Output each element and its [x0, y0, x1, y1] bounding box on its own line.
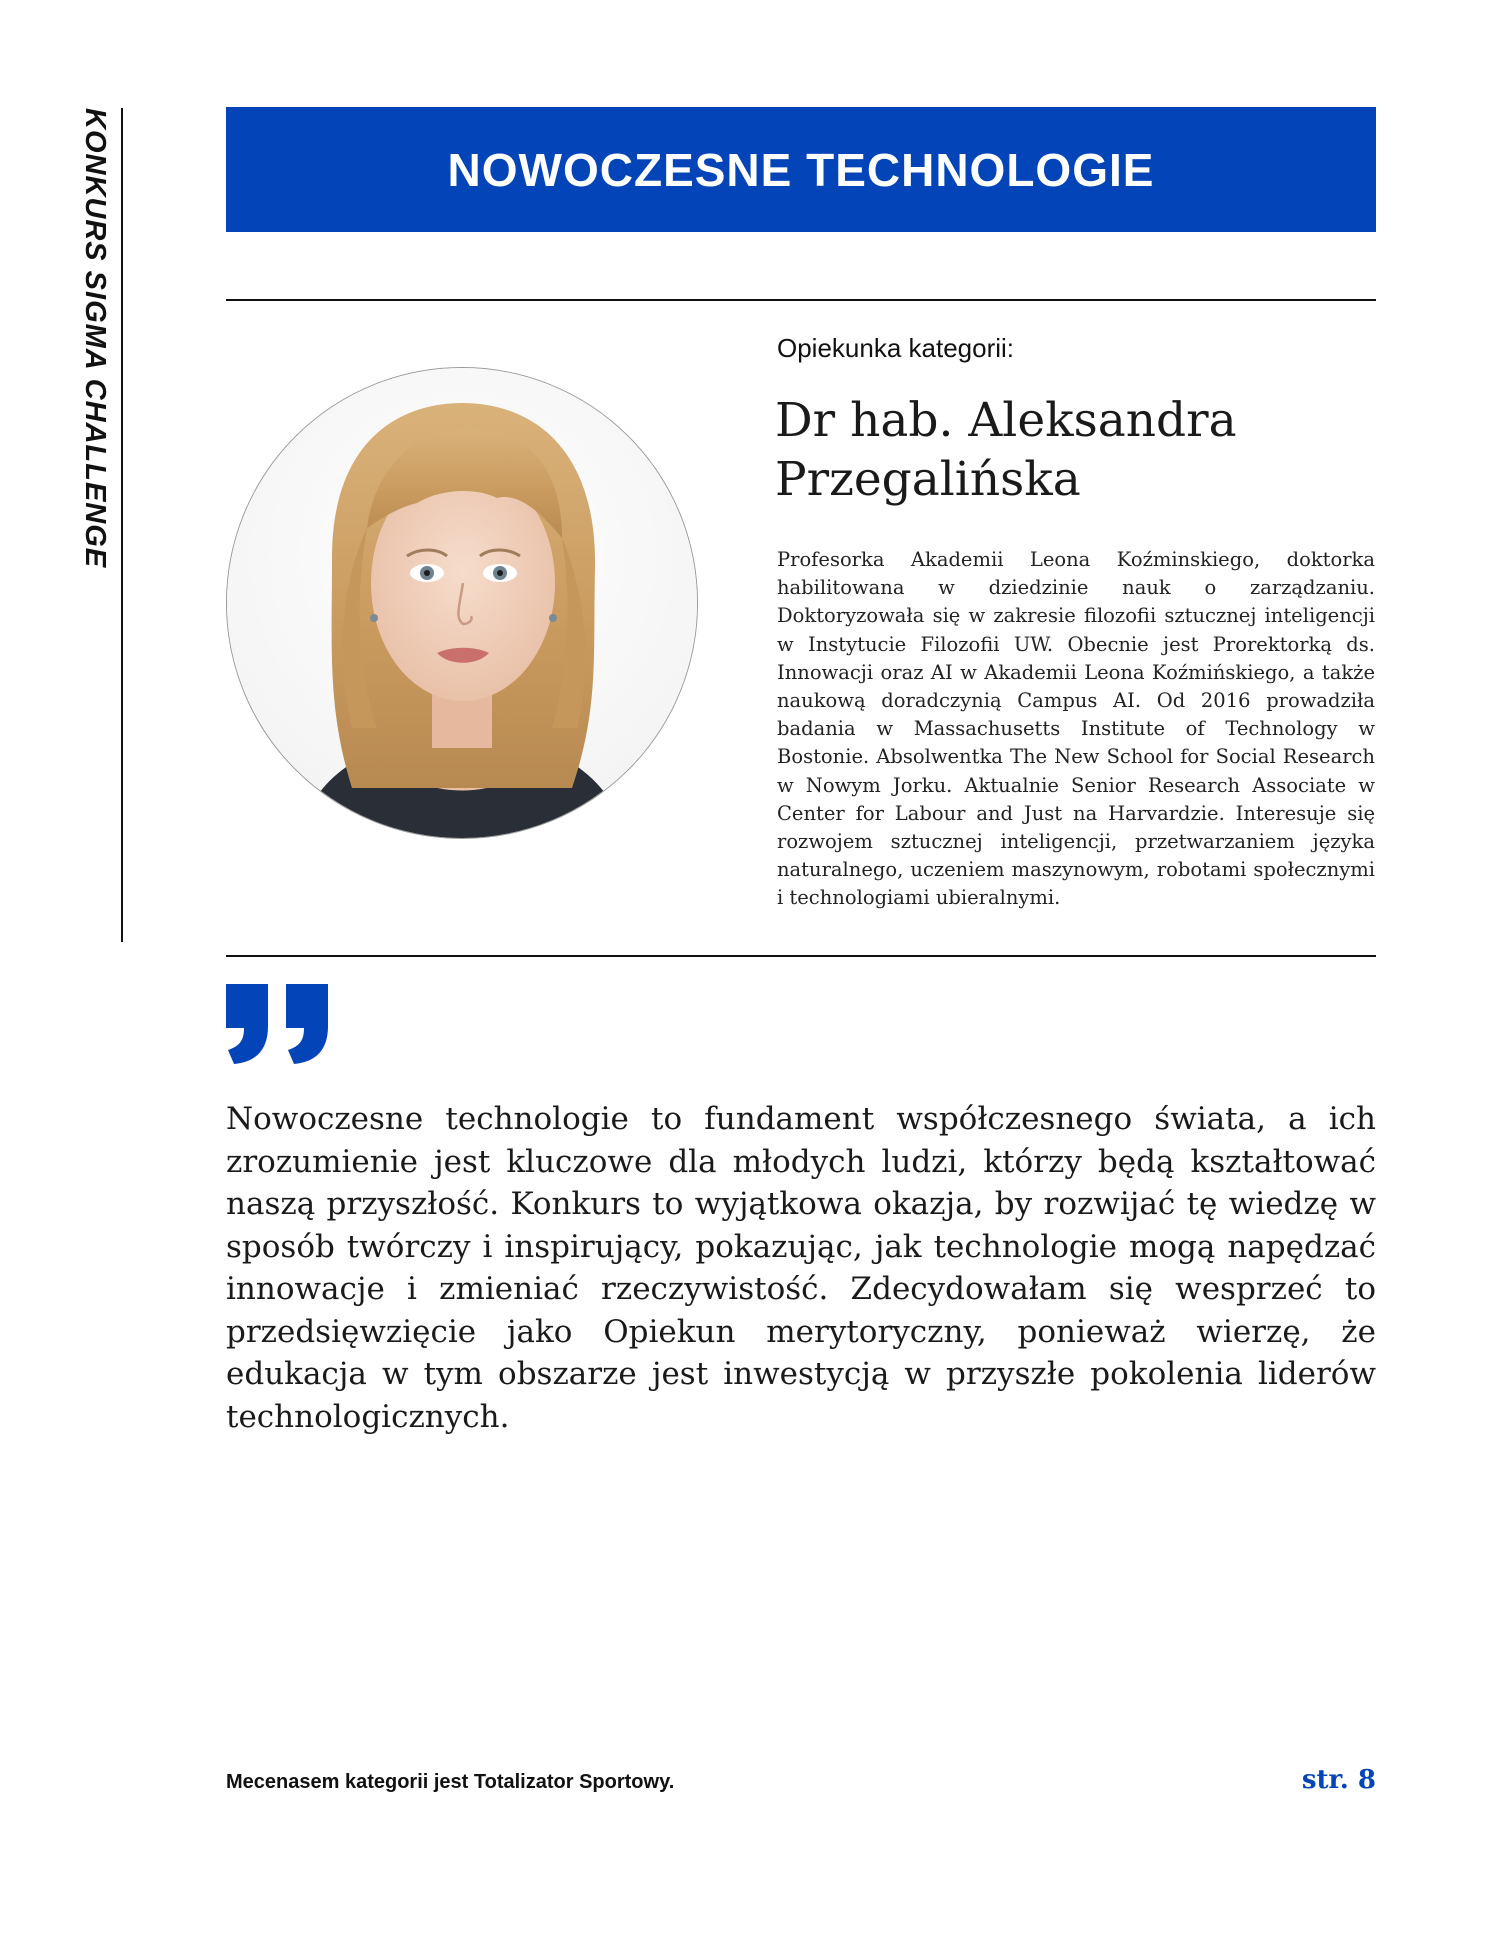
- page-number: str. 8: [1301, 1765, 1376, 1795]
- top-divider: [226, 299, 1376, 301]
- quote-icon: [222, 984, 338, 1064]
- category-banner: [226, 107, 1376, 232]
- person-bio: Profesorka Akademii Leona Koźminskiego, doktorka habilitowana w dziedzinie nauk o zarządzaniu. Doktoryzowała się w zakresie filozofii sztucznej inteligencji w Instytucie Filozofii UW. Obecnie jest Prorektorką ds. Innowacji oraz AI w Akademii Leona Koźmińskiego, a także naukową doradczynią Campus AI. Od 2016 prowadziła badania w Massachusetts Institute of Technology w Bostonie. Absolwentka The New School for Social Research w Nowym Jorku. Aktualnie Senior Research Associate w Center for Labour and Just na Harvardzie. Interesuje się rozwojem sztucznej inteligencji, przetwarzaniem języka naturalnego, uczeniem maszynowym, robotami społecznymi i technologiami ubieralnymi.: [777, 548, 1375, 910]
- category-title: NOWOCZESNE TECHNOLOGIE: [447, 143, 1155, 196]
- bottom-divider: [226, 955, 1376, 957]
- sponsor-note: Mecenasem kategorii jest Totalizator Sportowy.: [226, 1771, 675, 1793]
- category-caption: Opiekunka kategorii:: [777, 333, 1015, 363]
- side-divider: [121, 108, 123, 942]
- portrait-photo: [226, 367, 698, 839]
- person-name-line-1: Dr hab. Aleksandra: [775, 393, 1237, 448]
- quote-text: Nowoczesne technologie to fundament współczesnego świata, a ich zrozumienie jest kluczowe dla młodych ludzi, którzy będą kształtować naszą przyszłość. Konkurs to wyjątkowa okazja, by rozwijać tę wiedzę w sposób twórczy i inspirujący, pokazując, jak technologie mogą napędzać innowacje i zmieniać rzeczywistość. Zdecydowałam się wesprzeć to przedsięwzięcie jako Opiekun merytoryczny, ponieważ wierzę, że edukacja w tym obszarze jest inwestycją w przyszłe pokolenia liderów technologicznych.: [226, 1101, 1376, 1435]
- person-name: [775, 392, 1375, 510]
- person-name-line-2: Przegalińska: [775, 451, 1081, 507]
- side-label: KONKURS SIGMA CHALLENGE: [79, 108, 111, 569]
